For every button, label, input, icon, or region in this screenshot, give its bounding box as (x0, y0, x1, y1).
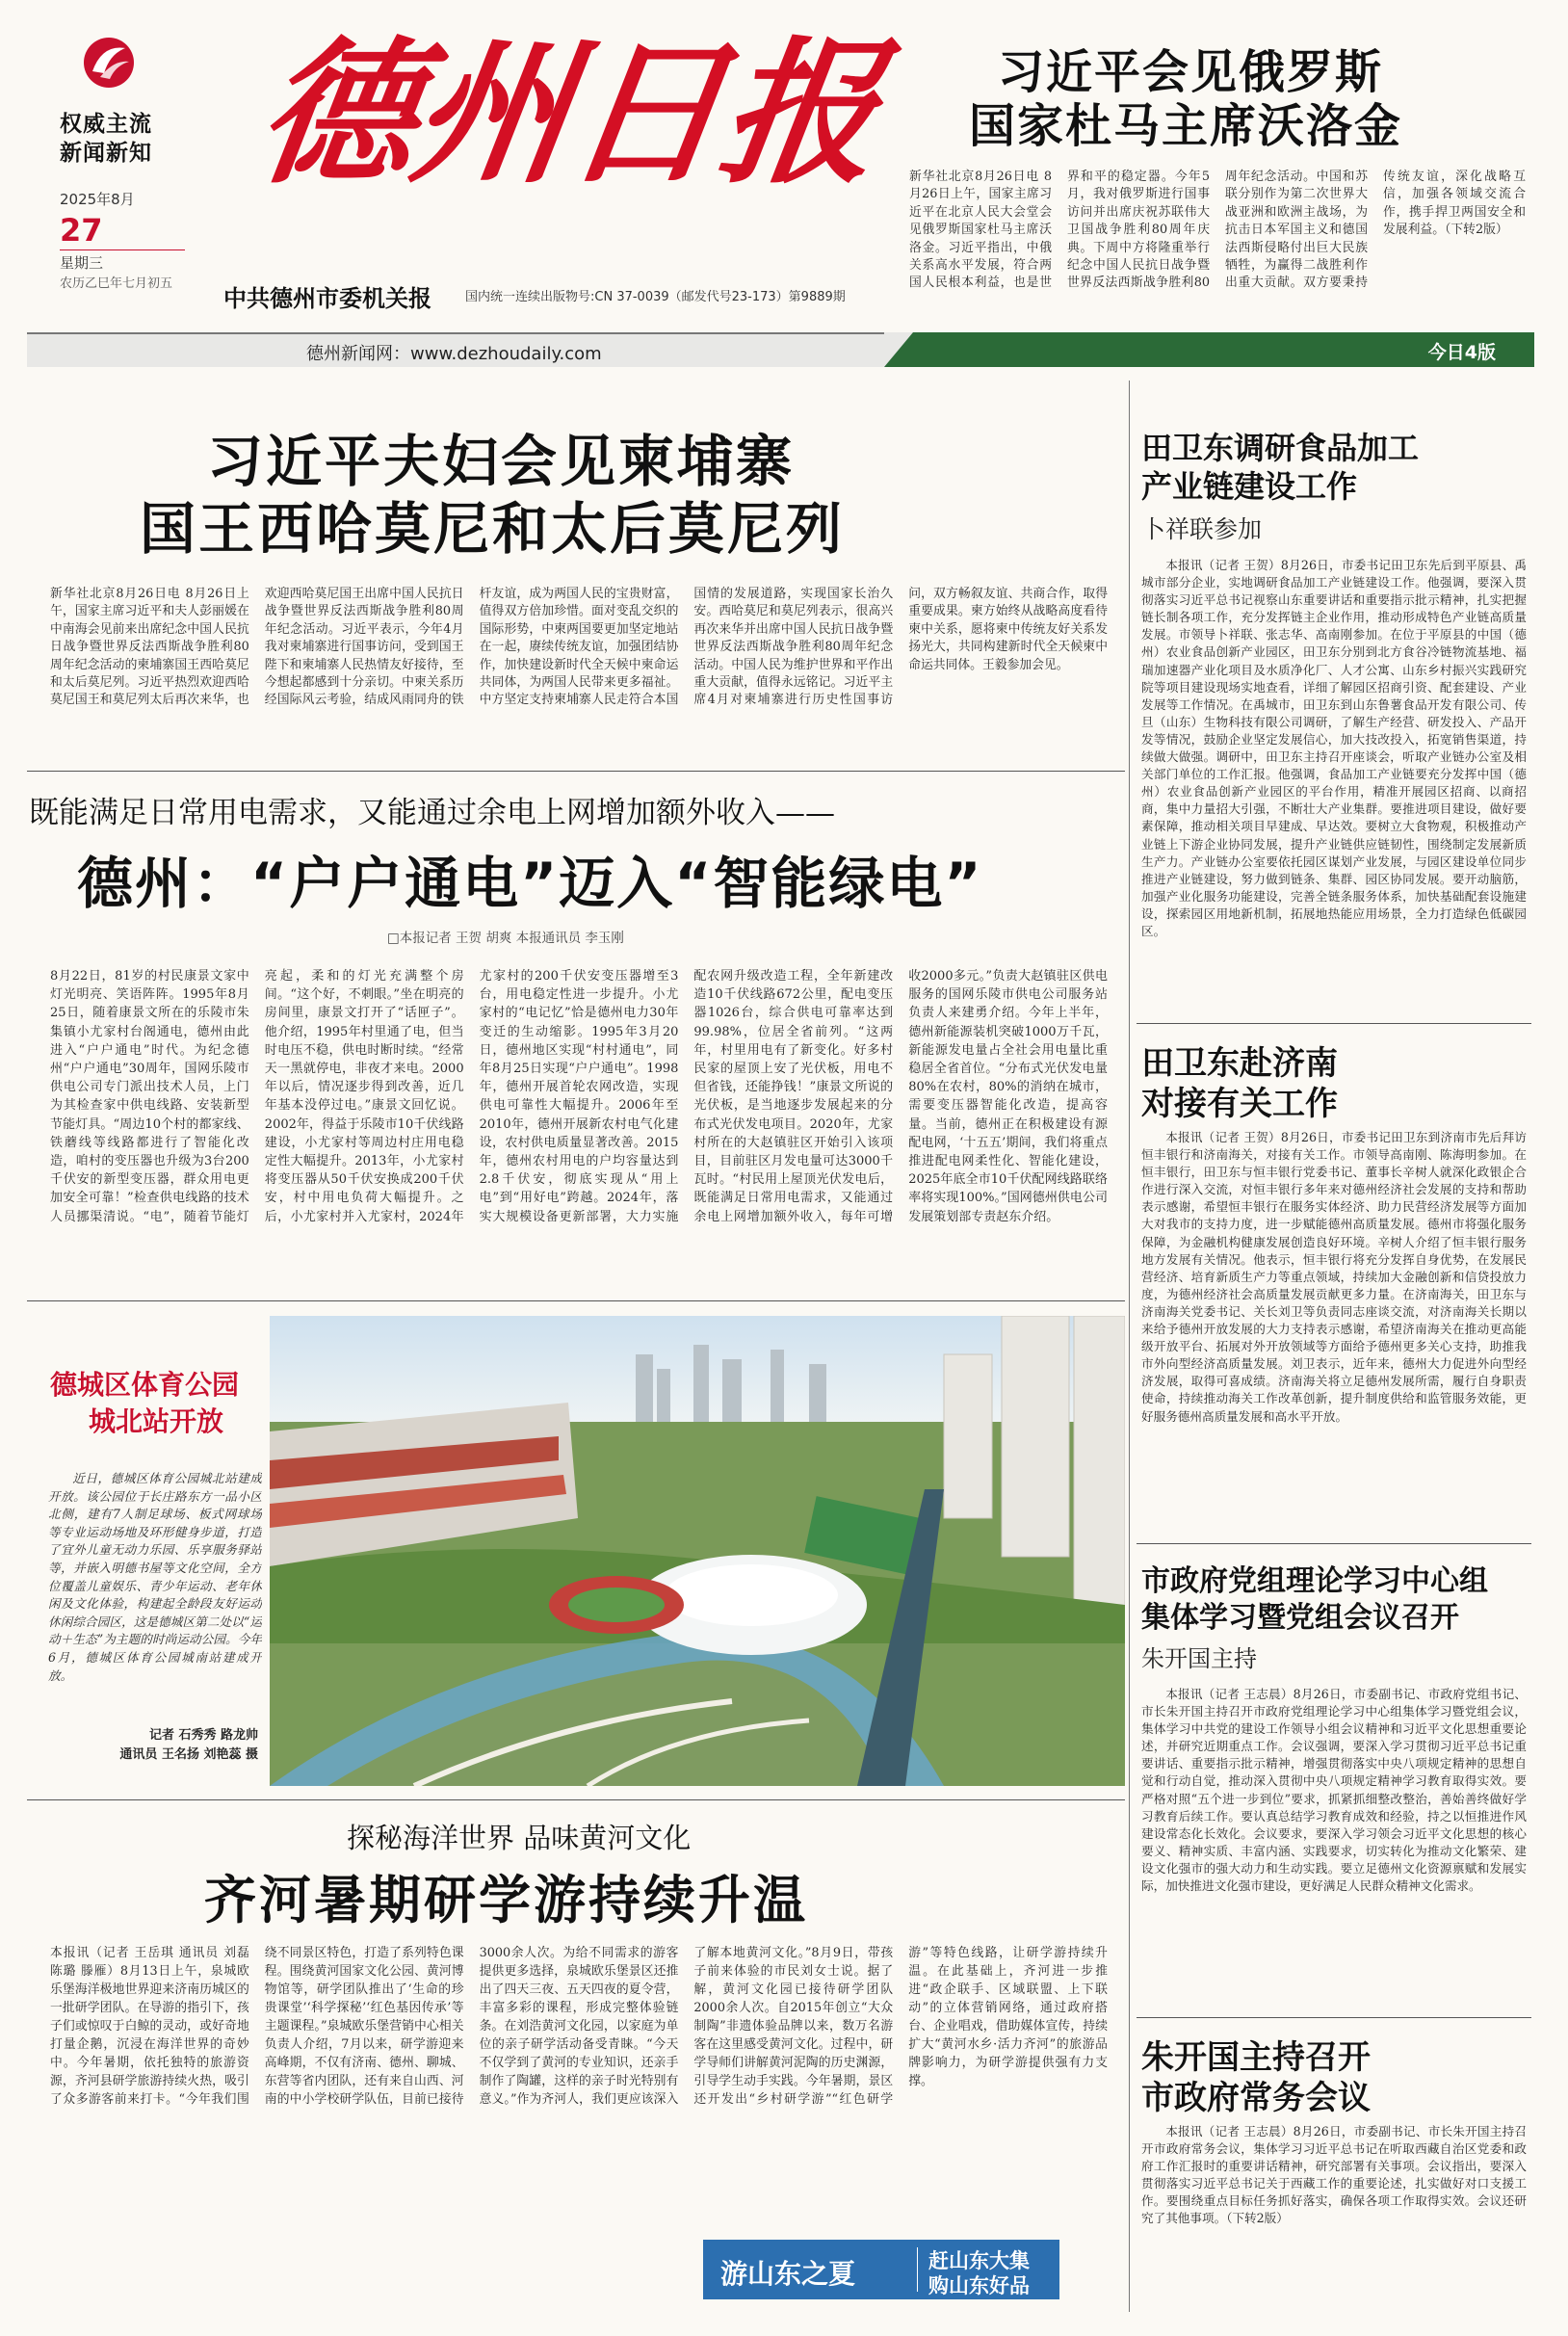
side4-title-2: 市政府常务会议 (1141, 2079, 1371, 2117)
sports-park-photo (270, 1316, 1125, 1786)
masthead (0, 0, 1568, 364)
masthead-slogan-1: 权威主流 (60, 112, 152, 137)
side3-title-2: 集体学习暨党组会议召开 (1141, 1601, 1459, 1635)
top-story-title-2: 国家杜马主席沃洛金 (969, 99, 1403, 153)
website-label[interactable]: 德州新闻网：www.dezhoudaily.com (306, 344, 602, 364)
photo-caption-body: 近日，德城区体育公园城北站建成开放。该公园位于长庄路东方一品小区北侧，建有7人制足球场、板式网球场等专业运动场地及环形健身步道，打造了宜外儿童无动力乐园、乐享服务驿站等，并嵌入明德书屋等文化空间，全方位覆盖儿童娱乐、青少年运动、老年休闲及文化体验，构建起全龄段友好运动休闲综合园区，这是德城区第二处以“运动＋生态”为主题的时尚运动公园。今年6月，德城区体育公园城南站建成开放。 (48, 1471, 262, 1683)
side1-title-2: 产业链建设工作 (1141, 468, 1358, 505)
side2-body: 本报讯（记者 王贺）8月26日，市委书记田卫东到济南市先后拜访恒丰银行和济南海关，对接有关工作。市领导高南刚、陈海明参加。在恒丰银行，田卫东与恒丰银行党委书记、董事长辛树人就深化政银企合作进行深入交流，对恒丰银行多年来对德州经济社会发展的支持和帮助表示感谢，希望恒丰银行在服务实体经济、助力民营经济发展等方面加大对我市的支持力度，进一步赋能德州高质量发展。德州市将强化服务保障，为金融机构健康发展创造良好环境。辛树人介绍了恒丰银行服务地方发展有关情况。他表示，恒丰银行将充分发挥自身优势，在发展民营经济、培育新质生产力等重点领域，持续加大金融创新和信贷投放力度，为德州经济社会高质量发展贡献更多力量。在济南海关，田卫东与济南海关党委书记、关长刘卫等负责同志座谈交流，对济南海关长期以来给予德州开放发展的大力支持表示感谢，希望济南海关在推动更高能级开放平台、拓展对外开放领域等方面给予德州更多关心支持，助推我市外向型经济高质量发展。刘卫表示，近年来，德州大力促进外向型经济发展，取得可喜成绩。济南海关将立足德州发展所需，履行自身职责使命，持续推动海关工作改革创新，提升制度供给和监管服务效能，更好服务德州高质量发展和高水平开放。 (1141, 1130, 1527, 1424)
date-box (60, 189, 195, 291)
newspaper-logo-icon (81, 35, 137, 91)
continued-note: （下转2版） (1444, 223, 1508, 238)
qihe-title: 齐河暑期研学游持续升温 (204, 1869, 808, 1930)
side4-body: 本报讯（记者 王志晨）8月26日，市委副书记、市长朱开国主持召开市政府常务会议，集体学习习近平总书记在听取西藏自治区党委和政府工作汇报时的重要讲话精神，研究部署有关事项。会议指出，要深入贯彻落实习近平总书记关于西藏工作的重要论述，扎实做好对口支援工作。要围绕重点目标任务抓好落实，确保各项工作取得实效。会议还研究了其他事项。（下转2版） (1141, 2124, 1527, 2226)
side3-body: 本报讯（记者 王志晨）8月26日，市委副书记、市政府党组书记、市长朱开国主持召开市政府党组理论学习中心组集体学习暨党组会议，集体学习中共党的建设工作领导小组会议精神和习近平文化思想重要论述，并研究近期重点工作。会议强调，要深入学习贯彻习近平总书记重要讲话、重要指示批示精神，增强贯彻落实中央八项规定精神的思想自觉和行动自觉，推动深入贯彻中央八项规定精神学习教育取得实效。要严格对照“五个进一步到位”要求，抓紧抓细整改整治，善始善终做好学习教育后续工作。要认真总结学习教育成效和经验，持之以恒推进作风建设常态化长效化。会议要求，要深入学习领会习近平文化思想的核心要义、精神实质、丰富内涵、实践要求，切实转化为推动文化繁荣、建设文化强市的强大动力和生动实践。要立足德州文化资源禀赋和发展实际，加快推进文化强市建设，更好满足人民群众精神文化需求。 (1141, 1687, 1527, 1894)
photo-caption-box (27, 1316, 270, 1786)
promo-left: 游山东之夏 (720, 2258, 856, 2290)
date-day: 27 (60, 212, 103, 249)
cambodia-title-2: 国王西哈莫尼和太后莫尼列 (140, 496, 846, 562)
top-story-title-1: 习近平会见俄罗斯 (998, 45, 1384, 99)
green-power-byline: □本报记者 王贺 胡爽 本报通讯员 李玉刚 (387, 931, 624, 946)
side4-title-1: 朱开国主持召开 (1141, 2038, 1371, 2077)
side2-title-2: 对接有关工作 (1141, 1085, 1338, 1123)
promo-banner (703, 2240, 1059, 2299)
today-pages-label: 今日4版 (1427, 342, 1496, 363)
masthead-slogan-2: 新闻新知 (60, 141, 152, 166)
top-story-body: 新华社北京8月26日电 8月26日上午，国家主席习近平在北京人民大会堂会见俄罗斯国家杜马主席沃洛金。习近平指出，中俄关系高水平发展，符合两国人民根本利益，也是世界和平的稳定器。今年5月，我对俄罗斯进行国事访问并出席庆祝苏联伟大卫国战争胜利80周年庆典。下周中方将隆重举行纪念中国人民抗日战争暨世界反法西斯战争胜利80周年纪念活动。中国和苏联分别作为第二次世界大战亚洲和欧洲主战场，为抗击日本军国主义和德国法西斯侵略付出巨大民族牺牲，为赢得二战胜利作出重大贡献。双方要秉持传统友谊，深化战略互信，加强各领域交流合作，携手捍卫两国安全和发展利益。（下转2版） (909, 170, 1526, 291)
photo-caption-title-2: 城北站开放 (89, 1405, 224, 1437)
side3-title-1: 市政府党组理论学习中心组 (1141, 1564, 1488, 1598)
date-year-month: 2025年8月 (60, 191, 135, 208)
side1-body: 本报讯（记者 王贺）8月26日，市委书记田卫东先后到平原县、禹城市部分企业，实地调研食品加工产业链建设工作。他强调，要深入贯彻落实习近平总书记视察山东重要讲话和重要指示批示精神，扎实把握链长制各项工作，充分发挥链主企业作用，推动形成特色产业链高质量发展。市领导卜祥联、张志华、高南刚参加。在位于平原县的中国（德州）农业食品创新产业园区，田卫东分别到北方食谷冷链物流基地、福瑞加速器产业化项目及水质净化厂、人才公寓、山东乡村振兴实践研究院等项目建设现场实地查看，详细了解园区招商引资、配套建设、产业发展等工作情况。在禹城市，田卫东到山东鲁薯食品开发有限公司、传旦（山东）生物科技有限公司调研，了解生产经营、研发投入、产品开发等情况，鼓励企业坚定发展信心，加大技改投入，拓宽销售渠道，持续做大做强。调研中，田卫东主持召开座谈会，听取产业链办公室及相关部门单位的工作汇报。他强调，食品加工产业链要充分发挥中国（德州）农业食品创新产业园区的平台作用，精准开展园区招商、以商招商，集中力量招大引强，不断壮大产业集群。要推进项目建设，做好要素保障，推动相关项目早建成、早达效。要树立大食物观，积极推动产业链上下游企业协同发展，提升产业链供应链韧性，围绕制定发展新质生产力。产业链办公室要依托园区谋划产业发展，与园区建设单位同步推进产业链建设，努力做到链条、集群、园区协同发展。要开动脑筋，加强产业化服务功能建设，完善全链条服务体系，加快基础配套设施建设，探索园区用地新机制，拓展地热能应用场景，全力打造绿色低碳园区。 (1141, 558, 1527, 938)
green-power-kicker: 既能满足日常用电需求，又能通过余电上网增加额外收入—— (29, 796, 835, 830)
photo-credit-2: 通讯员 王名扬 刘艳蕊 摄 (119, 1747, 258, 1762)
qihe-body: 本报讯（记者 王岳琪 通讯员 刘磊 陈璐 滕雁）8月13日上午，泉城欧乐堡海洋极地世界迎来济南历城区的一批研学团队。在导游的指引下，孩子们或惊叹于白鲸的灵动，或好奇地打量企鹅，沉浸在海洋世界的奇妙中。今年暑期，依托独特的旅游资源，齐河县研学旅游持续火热，吸引了众多游客前来打卡。“今年我们围绕不同景区特色，打造了系列特色课程。围绕黄河国家文化公园、黄河博物馆等，研学团队推出了‘生命的珍贵课堂’‘科学探秘’‘红色基因传承’等主题课程。”泉城欧乐堡营销中心相关负责人介绍，7月以来，研学游迎来高峰期，不仅有济南、德州、聊城、东营等省内团队，还有来自山西、河南的中小学校研学队伍，目前已接待3000余人次。为给不同需求的游客提供更多选择，泉城欧乐堡景区还推出了四天三夜、五天四夜的夏令营，丰富多彩的课程，形成完整体验链条。在刘浩黄河文化园，以家庭为单位的亲子研学活动备受青睐。“今天不仅学到了黄河的专业知识，还亲手制作了陶罐，这样的亲子时光特别有意义。”作为齐河人，我们更应该深入了解本地黄河文化。”8月9日，带孩子前来体验的市民刘女士说。据了解，黄河文化园已接待研学团队2000余人次。自2015年创立“大众制陶”非遗体验品牌以来，数万名游客在这里感受黄河文化。过程中，研学导师们讲解黄河泥陶的历史渊源，引导学生动手实践。今年暑期，景区还开发出“乡村研学游”“红色研学游”等特色线路，让研学游持续升温。在此基础上，齐河进一步推进“政企联手、区域联盟、上下联动”的立体营销网络，通过政府搭台、企业唱戏，借助媒体宣传，持续扩大“黄河水乡·活力齐河”的旅游品牌影响力，为研学游提供强有力支撑。 (50, 1946, 1108, 2107)
website-bar (27, 332, 1534, 367)
side2-title-1: 田卫东赴济南 (1141, 1044, 1338, 1083)
side3-subtitle: 朱开国主持 (1141, 1645, 1257, 1672)
promo-right-1: 赶山东大集 (928, 2249, 1030, 2272)
masthead-title: 德州日报 (247, 22, 890, 205)
date-weekday: 星期三 (60, 254, 104, 272)
side4-continued: （下转2版） (1226, 2211, 1289, 2226)
promo-right-2: 购山东好品 (928, 2274, 1030, 2297)
side1-subtitle: 卜祥联参加 (1141, 515, 1263, 543)
qihe-kicker: 探秘海洋世界 品味黄河文化 (347, 1822, 692, 1854)
green-power-title: 德州：“户户通电”迈入“智能绿电” (77, 851, 983, 916)
photo-credit-1: 记者 石秀秀 路龙帅 (148, 1728, 258, 1743)
cambodia-body: 新华社北京8月26日电 8月26日上午，国家主席习近平和夫人彭丽媛在中南海会见前来出席纪念中国人民抗日战争暨世界反法西斯战争胜利80周年纪念活动的柬埔寨国王西哈莫尼和太后莫尼列。习近平热烈欢迎西哈莫尼国王和莫尼列太后再次来华，也欢迎西哈莫尼国王出席中国人民抗日战争暨世界反法西斯战争胜利80周年纪念活动。习近平表示，今年4月我对柬埔寨进行国事访问，受到国王陛下和柬埔寨人民热情友好接待，至今想起都感到十分亲切。中柬关系历经国际风云考验，结成风雨同舟的铁杆友谊，成为两国人民的宝贵财富，值得双方倍加珍惜。面对变乱交织的国际形势，中柬两国要更加坚定地站在一起，赓续传统友谊，加强团结协作，加快建设新时代全天候中柬命运共同体，为两国人民带来更多福祉。中方坚定支持柬埔寨人民走符合本国国情的发展道路，实现国家长治久安。西哈莫尼和莫尼列表示，很高兴再次来华并出席中国人民抗日战争暨世界反法西斯战争胜利80周年纪念活动。中国人民为维护世界和平作出重大贡献，值得永远铭记。习近平主席4月对柬埔寨进行历史性国事访问，双方畅叙友谊、共商合作，取得重要成果。柬方始终从战略高度看待柬中关系，愿将柬中传统友好关系发扬光大，共同构建新时代全天候柬中命运共同体。王毅参加会见。 (50, 587, 1108, 708)
date-lunar: 农历乙巳年七月初五 (60, 276, 173, 291)
cambodia-title-1: 习近平夫妇会见柬埔寨 (207, 429, 796, 494)
cn-number: 国内统一连续出版物号:CN 37-0039（邮发代号23-173）第9889期 (465, 290, 846, 304)
side1-title-1: 田卫东调研食品加工 (1141, 430, 1420, 466)
today-pages-badge (884, 332, 1534, 367)
green-power-body: 8月22日，81岁的村民康景文家中灯光明亮、笑语阵阵。1995年8月25日，随着康景文所在的乐陵市朱集镇小尤家村台阁通电，德州由此进入“户户通电”时代。为纪念德州“户户通电”30周年，国网乐陵市供电公司专门派出技术人员，上门为其检查家中供电线路、安装新型节能灯具。“周边10个村的都家线、铁蘑线等线路都进行了智能化改造，咱村的变压器也升级为3台200千伏安的新型变压器，群众用电更加安全可靠！”检查供电线路的技术人员挪渠清说。“电”，随着节能灯亮起，柔和的灯光充满整个房间。“这个好，不刺眼。”坐在明亮的房间里，康景文打开了“话匣子”。他介绍，1995年村里通了电，但当时电压不稳，供电时断时续。“经常天一黑就停电，非夜才来电。2000年以后，情况逐步得到改善，近几年基本没停过电。”康景文回忆说。2002年，得益于乐陵市10千伏线路建设，小尤家村等周边村庄用电稳定性大幅提升。2013年，小尤家村将变压器从50千伏安换成200千伏安，村中用电负荷大幅提升。之后，小尤家村并入尤家村，2024年尤家村的200千伏安变压器增至3台，用电稳定性进一步提升。小尤家村的“电记忆”恰是德州电力30年变迁的生动缩影。1995年3月20日，德州地区实现“村村通电”，同年8月25日实现“户户通电”。1998年，德州开展首轮农网改造，实现供电可靠性大幅提升。2006年至2010年，德州开展新农村电气化建设，农村供电质量显著改善。2015年，德州农村用电的户均容量达到2.8千伏安，彻底实现从“用上电”到“用好电”跨越。2024年，落实大规模设备更新部署，大力实施配农网升级改造工程，全年新建改造10千伏线路672公里，配电变压器1026台，综合供电可靠率达到99.98%，位居全省前列。“这两年，村里用电有了新变化。好多村民家的屋顶上安了光伏板，用电不但省钱，还能挣钱！”康景文所说的光伏板，是当地逐步发展起来的分布式光伏发电项目。2020年，尤家村所在的大赵镇驻区开始引入该项目，目前驻区月发电量可达3000千瓦时。“村民用上屋顶光伏发电后，既能满足日常用电需求，又能通过余电上网增加额外收入，每年可增收2000多元。”负责大赵镇驻区供电服务的国网乐陵市供电公司服务站负责人来建勇介绍。今年上半年，德州新能源装机突破1000万千瓦，新能源发电量占全社会用电量比重稳居全省首位。“分布式光伏发电量80%在农村，80%的消纳在城市，需要变压器智能化改造，提高容量。当前，德州正在积极建设有源配电网，‘十五五’期间，我们将重点推进配电网柔性化、智能化建设，2025年底全市10千伏配网线路联络率将实现100%。”国网德州供电公司发展策划部专责赵东介绍。 (50, 969, 1108, 1224)
photo-caption-title-1: 德城区体育公园 (50, 1369, 240, 1401)
publisher: 中共德州市委机关报 (223, 285, 431, 312)
